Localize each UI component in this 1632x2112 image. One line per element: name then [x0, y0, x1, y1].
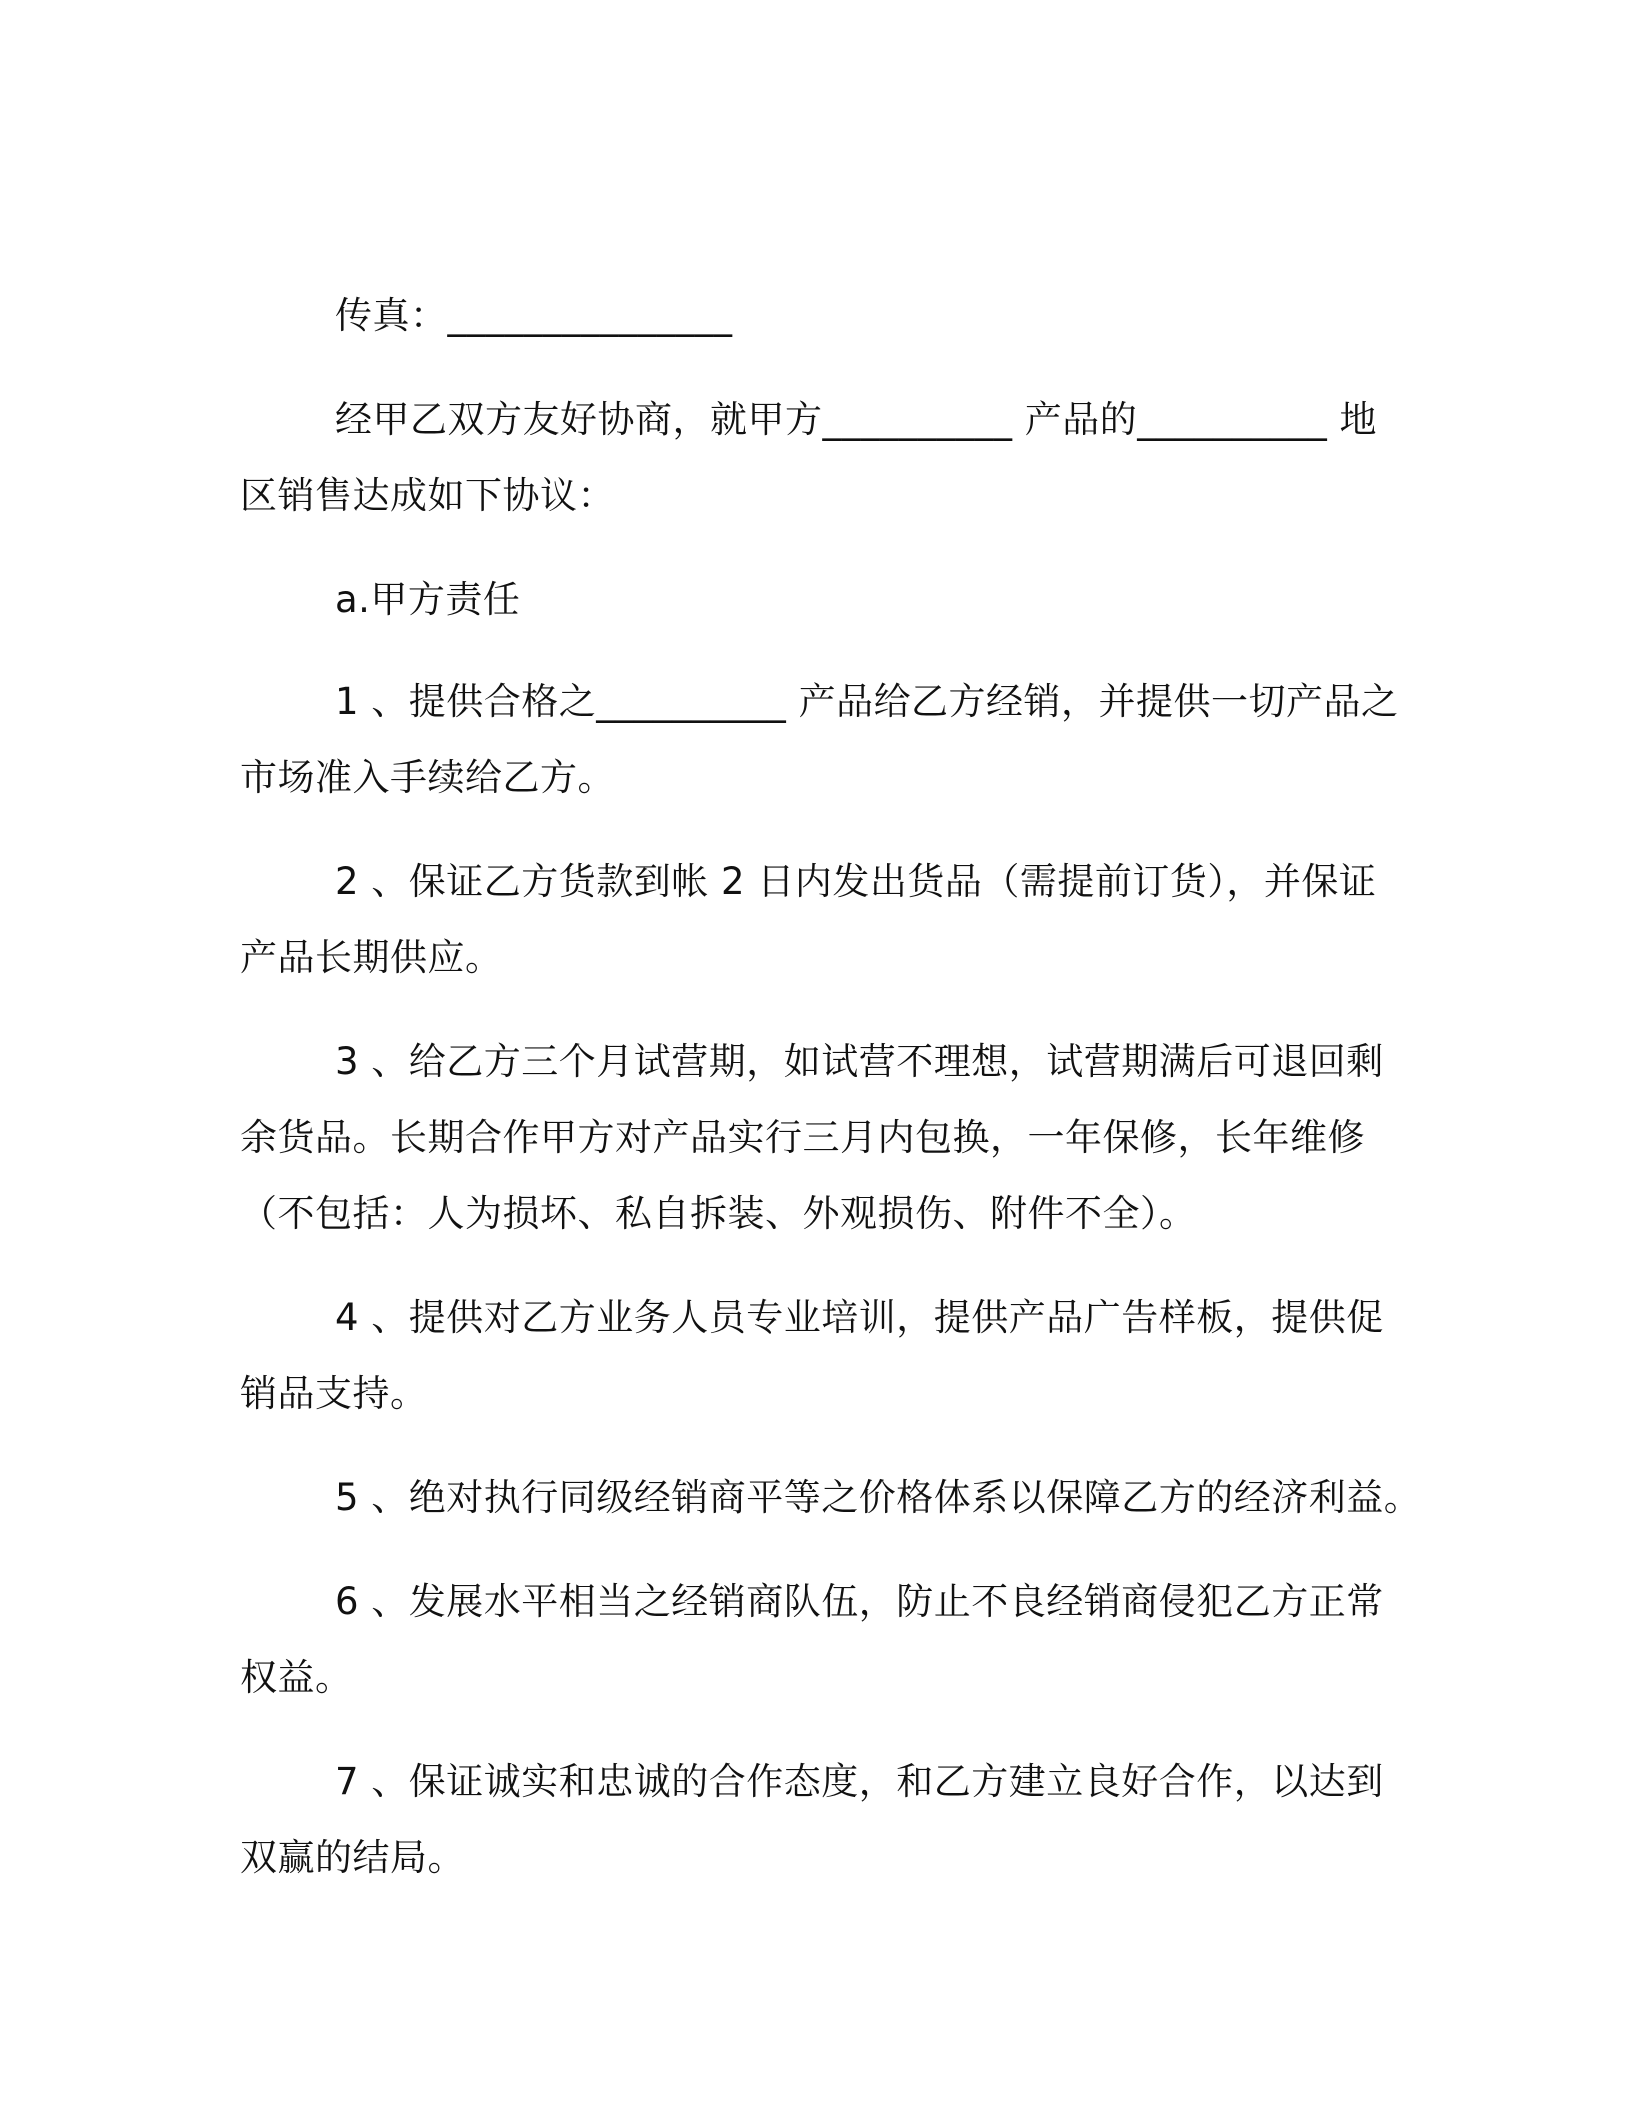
clause-4-line-2: 销品支持。 — [240, 1372, 428, 1415]
intro-line-2: 区销售达成如下协议： — [240, 474, 615, 517]
clause-3-line-2: 余货品。长期合作甲方对产品实行三月内包换，一年保修，长年维修 — [240, 1116, 1365, 1159]
clause-7-line-2: 双赢的结局。 — [240, 1836, 465, 1879]
clause-5-line-1: 5 、绝对执行同级经销商平等之价格体系以保障乙方的经济利益。 — [335, 1476, 1422, 1519]
section-a-title: a.甲方责任 — [335, 578, 521, 621]
clause-1-line-2: 市场准入手续给乙方。 — [240, 756, 615, 799]
clause-3-line-3: （不包括：人为损坏、私自拆装、外观损伤、附件不全）。 — [240, 1192, 1197, 1235]
clause-2-line-1: 2 、保证乙方货款到帐 2 日内发出货品（需提前订货），并保证 — [335, 860, 1377, 903]
clause-2-line-2: 产品长期供应。 — [240, 936, 503, 979]
clause-1-line-1: 1 、提供合格之__________ 产品给乙方经销，并提供一切产品之 — [335, 680, 1399, 723]
clause-4-line-1: 4 、提供对乙方业务人员专业培训，提供产品广告样板，提供促 — [335, 1296, 1384, 1339]
clause-3-line-1: 3 、给乙方三个月试营期，如试营不理想，试营期满后可退回剩 — [335, 1040, 1384, 1083]
clause-6-line-2: 权益。 — [240, 1656, 353, 1699]
fax-line: 传真：_______________ — [335, 294, 733, 337]
clause-6-line-1: 6 、发展水平相当之经销商队伍，防止不良经销商侵犯乙方正常 — [335, 1580, 1384, 1623]
intro-line-1: 经甲乙双方友好协商，就甲方__________ 产品的__________ 地 — [335, 398, 1378, 441]
clause-7-line-1: 7 、保证诚实和忠诚的合作态度，和乙方建立良好合作，以达到 — [335, 1760, 1384, 1803]
